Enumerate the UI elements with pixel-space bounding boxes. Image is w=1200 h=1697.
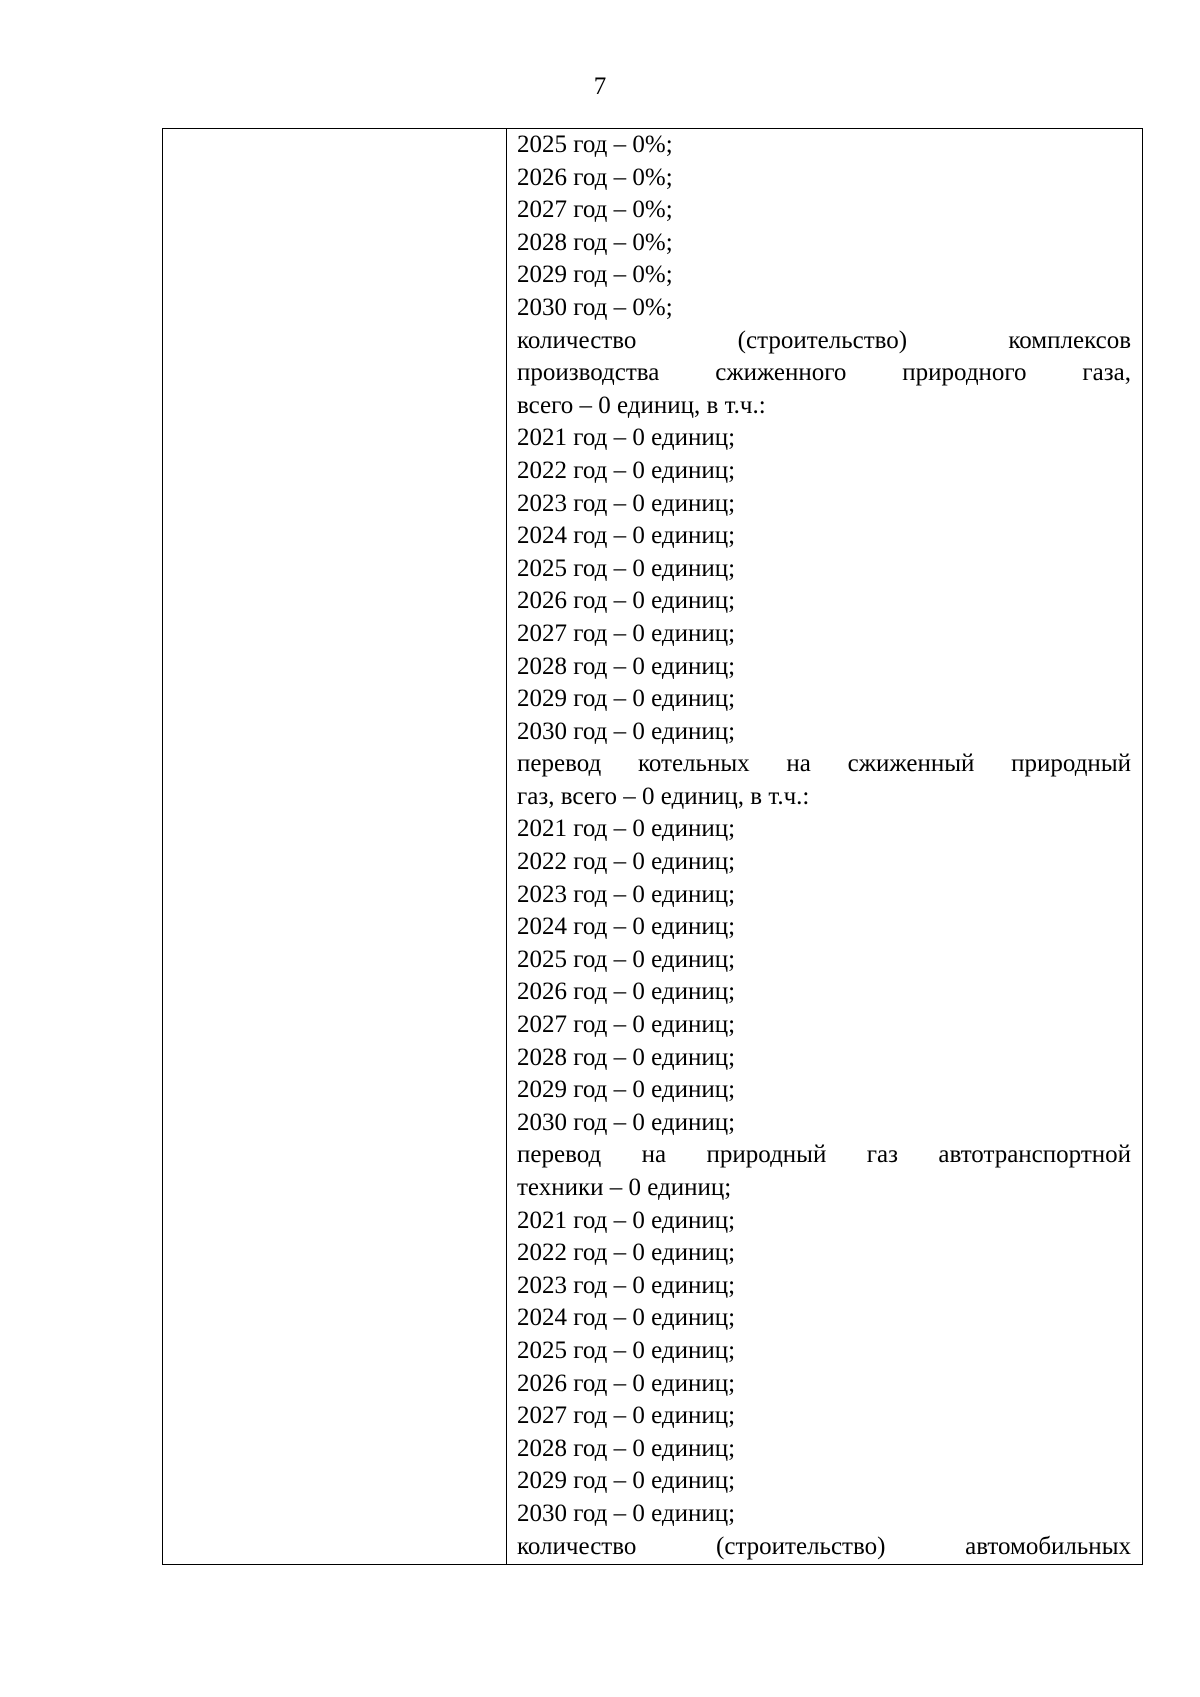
text-line: 2030 год – 0 единиц; xyxy=(517,717,736,745)
text-line: 2029 год – 0 единиц; xyxy=(517,685,736,713)
paragraph-line: техники – 0 единиц; xyxy=(517,1174,732,1201)
text-line: 2021 год – 0 единиц; xyxy=(517,424,736,452)
text-line: 2028 год – 0 единиц; xyxy=(517,1043,736,1071)
paragraph-line: количество (строительство) комплексов xyxy=(517,326,1131,354)
text-line: 2026 год – 0 единиц; xyxy=(517,1369,736,1397)
paragraph-line: производства сжиженного природного газа, xyxy=(517,359,1131,387)
paragraph-line: всего – 0 единиц, в т.ч.: xyxy=(517,391,766,419)
text-line: 2022 год – 0 единиц; xyxy=(517,848,736,876)
paragraph-vehicle-conversion xyxy=(517,1139,1131,1204)
page-number: 7 xyxy=(593,73,607,100)
text-line: 2028 год – 0 единиц; xyxy=(517,652,736,680)
text-line: 2027 год – 0%; xyxy=(517,196,673,224)
text-line: 2027 год – 0 единиц; xyxy=(517,619,736,647)
text-line: 2022 год – 0 единиц; xyxy=(517,1239,736,1267)
text-line: 2030 год – 0 единиц; xyxy=(517,1108,736,1136)
table-right-cell xyxy=(507,129,1142,1564)
text-line: 2025 год – 0 единиц; xyxy=(517,554,736,582)
text-line: 2026 год – 0 единиц; xyxy=(517,978,736,1006)
text-line: 2028 год – 0 единиц; xyxy=(517,1434,736,1462)
text-line: 2027 год – 0 единиц; xyxy=(517,1402,736,1430)
text-line: 2025 год – 0 единиц; xyxy=(517,945,736,973)
paragraph-filling-stations xyxy=(517,1531,1131,1564)
paragraph-line: перевод котельных на сжиженный природный xyxy=(517,750,1131,778)
text-line: 2025 год – 0%; xyxy=(517,131,673,158)
text-line: 2024 год – 0 единиц; xyxy=(517,522,736,550)
text-line: 2030 год – 0%; xyxy=(517,293,673,321)
text-line: 2024 год – 0 единиц; xyxy=(517,913,736,941)
text-line: 2025 год – 0 единиц; xyxy=(517,1336,736,1364)
paragraph-line: перевод на природный газ автотранспортной xyxy=(517,1141,1131,1169)
paragraph-line: газ, всего – 0 единиц, в т.ч.: xyxy=(517,782,810,810)
paragraph-boiler-conversion xyxy=(517,748,1131,813)
text-line: 2023 год – 0 единиц; xyxy=(517,489,736,517)
text-line: 2026 год – 0%; xyxy=(517,163,673,191)
text-line: 2022 год – 0 единиц; xyxy=(517,456,736,484)
paragraph-lng-complexes xyxy=(517,325,1131,423)
text-line: 2030 год – 0 единиц; xyxy=(517,1499,736,1527)
text-line: 2029 год – 0 единиц; xyxy=(517,1076,736,1104)
text-line: 2028 год – 0%; xyxy=(517,228,673,256)
text-line: 2021 год – 0 единиц; xyxy=(517,1206,736,1234)
text-line: 2026 год – 0 единиц; xyxy=(517,587,736,615)
text-line: 2023 год – 0 единиц; xyxy=(517,880,736,908)
text-line: 2027 год – 0 единиц; xyxy=(517,1011,736,1039)
text-line: 2024 год – 0 единиц; xyxy=(517,1304,736,1332)
paragraph-line: количество (строительство) автомобильных xyxy=(517,1532,1131,1560)
text-line: 2023 год – 0 единиц; xyxy=(517,1271,736,1299)
text-line: 2029 год – 0 единиц; xyxy=(517,1467,736,1495)
table-left-cell xyxy=(163,129,507,1564)
document-table xyxy=(162,128,1143,1565)
text-line: 2029 год – 0%; xyxy=(517,261,673,289)
text-line: 2021 год – 0 единиц; xyxy=(517,815,736,843)
